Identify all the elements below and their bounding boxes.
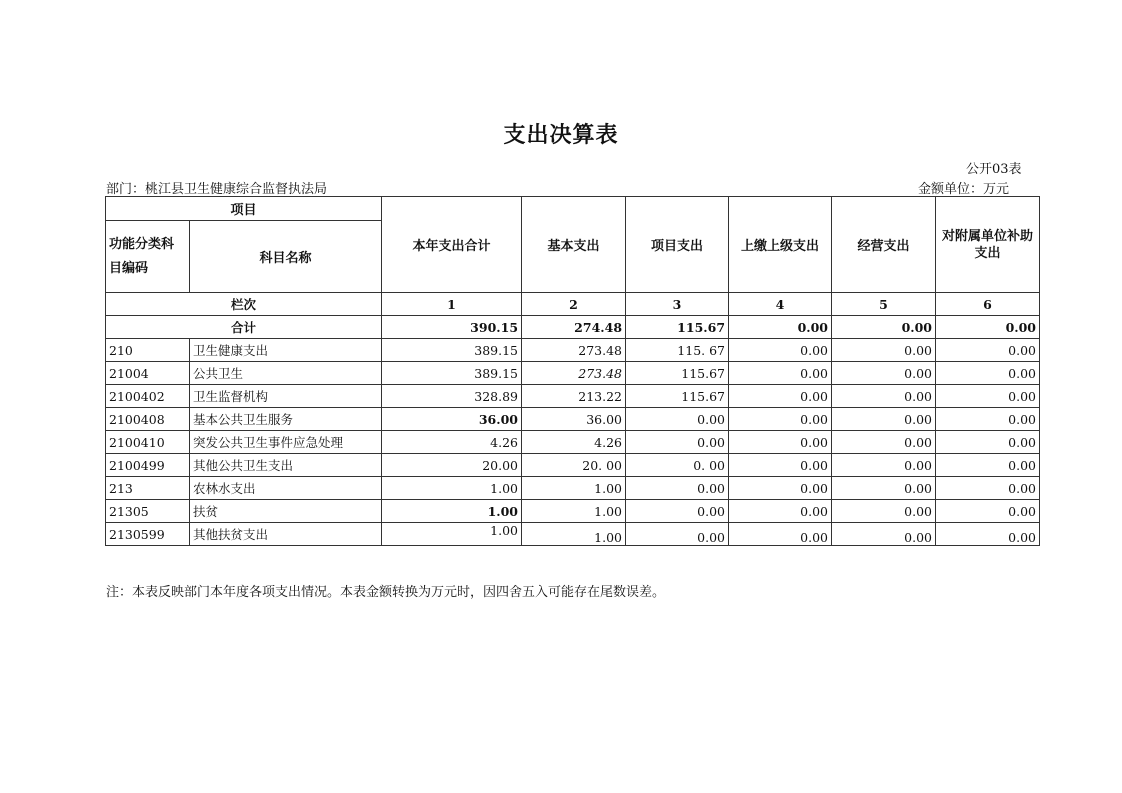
row-project: 115.67 <box>626 362 729 385</box>
row-business: 0.00 <box>832 523 936 546</box>
row-basic: 1.00 <box>522 477 626 500</box>
row-total: 1.00 <box>382 523 522 546</box>
row-subsidy: 0.00 <box>936 454 1040 477</box>
row-code: 210 <box>106 339 190 362</box>
row-subsidy: 0.00 <box>936 408 1040 431</box>
row-basic: 20. 00 <box>522 454 626 477</box>
table-row <box>106 362 1040 385</box>
row-name: 基本公共卫生服务 <box>190 408 382 431</box>
row-subsidy: 0.00 <box>936 431 1040 454</box>
row-subsidy: 0.00 <box>936 339 1040 362</box>
total-label: 合计 <box>106 316 382 339</box>
row-total: 389.15 <box>382 339 522 362</box>
table-row <box>106 385 1040 408</box>
row-upper: 0.00 <box>729 431 832 454</box>
row-business: 0.00 <box>832 431 936 454</box>
row-project: 0.00 <box>626 477 729 500</box>
row-code: 2100499 <box>106 454 190 477</box>
header-col-subsidy: 对附属单位补助支出 <box>936 197 1040 293</box>
row-upper: 0.00 <box>729 477 832 500</box>
row-subsidy: 0.00 <box>936 500 1040 523</box>
row-upper: 0.00 <box>729 500 832 523</box>
header-col-upper: 上缴上级支出 <box>729 197 832 293</box>
unit-label: 金额单位：万元 <box>918 182 1010 197</box>
row-name: 卫生健康支出 <box>190 339 382 362</box>
row-name: 扶贫 <box>190 500 382 523</box>
table-row <box>106 523 1040 546</box>
header-col-total: 本年支出合计 <box>382 197 522 293</box>
index-label: 栏次 <box>106 293 382 316</box>
row-project: 0.00 <box>626 500 729 523</box>
row-name: 其他扶贫支出 <box>190 523 382 546</box>
row-basic: 273.48 <box>522 339 626 362</box>
index-c3: 3 <box>626 293 729 316</box>
row-subsidy: 0.00 <box>936 362 1040 385</box>
row-project: 0.00 <box>626 431 729 454</box>
index-c4: 4 <box>729 293 832 316</box>
header-col-business: 经营支出 <box>832 197 936 293</box>
row-business: 0.00 <box>832 477 936 500</box>
row-basic: 1.00 <box>522 523 626 546</box>
index-c5: 5 <box>832 293 936 316</box>
row-total: 4.26 <box>382 431 522 454</box>
row-name: 公共卫生 <box>190 362 382 385</box>
index-c2: 2 <box>522 293 626 316</box>
row-basic: 36.00 <box>522 408 626 431</box>
header-col-basic: 基本支出 <box>522 197 626 293</box>
row-total: 36.00 <box>382 408 522 431</box>
row-upper: 0.00 <box>729 362 832 385</box>
row-upper: 0.00 <box>729 454 832 477</box>
row-basic: 213.22 <box>522 385 626 408</box>
footnote: 注：本表反映部门本年度各项支出情况。本表金额转换为万元时，因四舍五入可能存在尾数误差。 <box>106 585 666 600</box>
row-business: 0.00 <box>832 362 936 385</box>
row-basic: 273.48 <box>522 362 626 385</box>
row-code: 2100402 <box>106 385 190 408</box>
total-cell-total: 390.15 <box>382 316 522 339</box>
row-subsidy: 0.00 <box>936 385 1040 408</box>
row-project: 115.67 <box>626 385 729 408</box>
total-cell-project: 115.67 <box>626 316 729 339</box>
index-c1: 1 <box>382 293 522 316</box>
table-row <box>106 431 1040 454</box>
row-business: 0.00 <box>832 408 936 431</box>
header-subject-name: 科目名称 <box>190 221 382 293</box>
row-project: 0.00 <box>626 523 729 546</box>
row-code: 21004 <box>106 362 190 385</box>
row-subsidy: 0.00 <box>936 523 1040 546</box>
index-row <box>106 293 1040 316</box>
row-upper: 0.00 <box>729 385 832 408</box>
page-title: 支出决算表 <box>503 123 619 148</box>
header-col-project: 项目支出 <box>626 197 729 293</box>
total-cell-subsidy: 0.00 <box>936 316 1040 339</box>
form-code: 公开03表 <box>966 162 1022 177</box>
row-project: 0. 00 <box>626 454 729 477</box>
total-cell-basic: 274.48 <box>522 316 626 339</box>
header-item: 项目 <box>106 197 382 221</box>
row-business: 0.00 <box>832 339 936 362</box>
row-upper: 0.00 <box>729 408 832 431</box>
row-total: 389.15 <box>382 362 522 385</box>
row-upper: 0.00 <box>729 523 832 546</box>
row-business: 0.00 <box>832 454 936 477</box>
row-basic: 1.00 <box>522 500 626 523</box>
row-name: 农林水支出 <box>190 477 382 500</box>
table-row <box>106 477 1040 500</box>
table-row <box>106 500 1040 523</box>
row-total: 328.89 <box>382 385 522 408</box>
total-cell-business: 0.00 <box>832 316 936 339</box>
row-total: 20.00 <box>382 454 522 477</box>
row-business: 0.00 <box>832 385 936 408</box>
row-name: 其他公共卫生支出 <box>190 454 382 477</box>
row-code: 2100410 <box>106 431 190 454</box>
row-name: 卫生监督机构 <box>190 385 382 408</box>
row-code: 2130599 <box>106 523 190 546</box>
row-total: 1.00 <box>382 500 522 523</box>
table-row <box>106 408 1040 431</box>
row-project: 0.00 <box>626 408 729 431</box>
row-basic: 4.26 <box>522 431 626 454</box>
row-project: 115. 67 <box>626 339 729 362</box>
expenditure-table <box>105 196 1040 546</box>
department-label: 部门：桃江县卫生健康综合监督执法局 <box>106 182 328 197</box>
table-row <box>106 339 1040 362</box>
row-subsidy: 0.00 <box>936 477 1040 500</box>
total-row <box>106 316 1040 339</box>
header-func-code: 功能分类科目编码 <box>106 221 190 293</box>
row-total: 1.00 <box>382 477 522 500</box>
total-cell-upper: 0.00 <box>729 316 832 339</box>
row-upper: 0.00 <box>729 339 832 362</box>
row-code: 21305 <box>106 500 190 523</box>
row-code: 2100408 <box>106 408 190 431</box>
row-name: 突发公共卫生事件应急处理 <box>190 431 382 454</box>
row-code: 213 <box>106 477 190 500</box>
table-row <box>106 454 1040 477</box>
index-c6: 6 <box>936 293 1040 316</box>
row-business: 0.00 <box>832 500 936 523</box>
